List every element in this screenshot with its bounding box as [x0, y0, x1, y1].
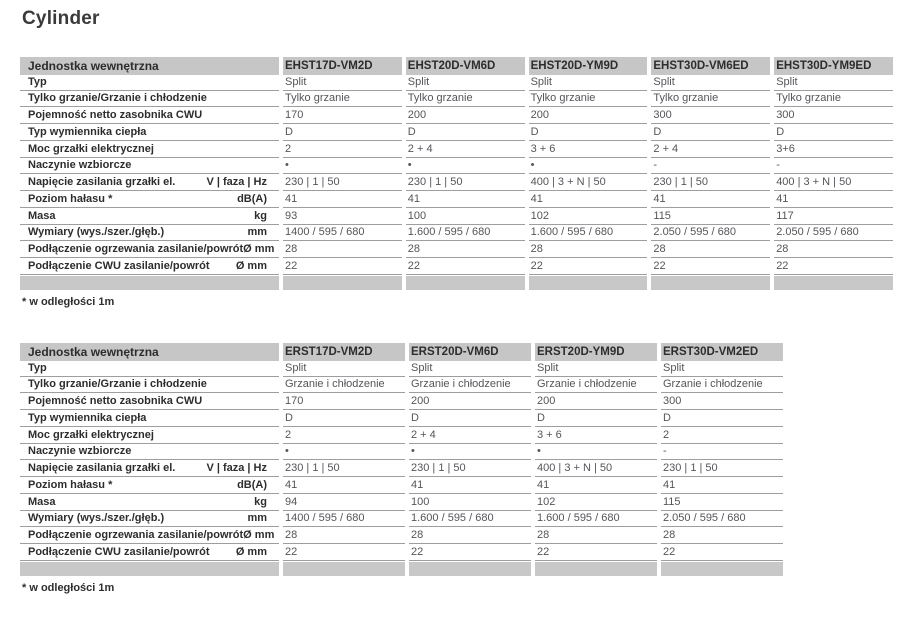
cell-value: 170	[283, 393, 405, 410]
row-unit: Ø mm	[235, 259, 267, 272]
table-footer-bar	[20, 562, 279, 576]
row-label: Poziom hałasu *	[28, 192, 113, 205]
row-label: Typ wymiennika ciepła	[28, 411, 147, 424]
row-label-cell	[20, 208, 279, 225]
row-label-cell	[20, 174, 279, 191]
table-footer-bar	[661, 562, 783, 576]
cell-value: 1400 / 595 / 680	[283, 225, 402, 242]
cell-value: 117	[774, 208, 893, 225]
cell-value: 200	[529, 107, 648, 124]
cell-value: 28	[774, 241, 893, 258]
cell-value: Grzanie i chłodzenie	[535, 377, 657, 394]
row-label: Wymiary (wys./szer./głęb.)	[28, 226, 165, 239]
row-label: Moc grzałki elektrycznej	[28, 142, 154, 155]
row-label: Podłączenie CWU zasilanie/powrót	[28, 259, 210, 272]
row-unit: kg	[254, 209, 267, 222]
cell-value: •	[529, 158, 648, 175]
cell-value: Tylko grzanie	[406, 91, 525, 108]
cell-value: 2	[661, 427, 783, 444]
cell-value: 2.050 / 595 / 680	[661, 511, 783, 528]
row-label: Poziom hałasu *	[28, 478, 113, 491]
row-label: Tylko grzanie/Grzanie i chłodzenie	[28, 378, 207, 391]
cell-value: 200	[409, 393, 531, 410]
cell-value: 28	[651, 241, 770, 258]
cell-value: Grzanie i chłodzenie	[283, 377, 405, 394]
cell-value: Split	[661, 360, 783, 377]
cell-value: -	[774, 158, 893, 175]
cell-value: Split	[651, 74, 770, 91]
cell-value: 41	[535, 477, 657, 494]
cell-value: 2	[283, 427, 405, 444]
cell-value: 22	[651, 258, 770, 275]
cell-value: Tylko grzanie	[283, 91, 402, 108]
cell-value: Split	[283, 74, 402, 91]
cell-value: 170	[283, 107, 402, 124]
table-footer-bar	[283, 562, 405, 576]
row-label: Naczynie wzbiorcze	[28, 159, 132, 172]
cell-value: 2 + 4	[406, 141, 525, 158]
cell-value: D	[661, 410, 783, 427]
cell-value: D	[406, 124, 525, 141]
cell-value: -	[651, 158, 770, 175]
row-label-cell	[20, 107, 279, 124]
cell-value: 100	[406, 208, 525, 225]
cell-value: •	[535, 444, 657, 461]
cell-value: 41	[529, 191, 648, 208]
cell-value: 2 + 4	[651, 141, 770, 158]
row-label: Podłączenie ogrzewania zasilanie/powrót	[28, 243, 244, 256]
cell-value: 230 | 1 | 50	[283, 460, 405, 477]
cell-value: 3+6	[774, 141, 893, 158]
model-header: EHST17D-VM2D	[283, 57, 402, 75]
cell-value: 102	[529, 208, 648, 225]
cell-value: 400 | 3 + N | 50	[529, 174, 648, 191]
cell-value: 300	[651, 107, 770, 124]
row-label-cell	[20, 511, 279, 528]
cell-value: •	[406, 158, 525, 175]
cell-value: 28	[409, 527, 531, 544]
cell-value: 28	[283, 241, 402, 258]
row-label: Napięcie zasilania grzałki el.	[28, 176, 176, 189]
cell-value: Split	[409, 360, 531, 377]
row-label-cell	[20, 544, 279, 561]
row-label-cell	[20, 477, 279, 494]
row-label-cell	[20, 494, 279, 511]
cell-value: 230 | 1 | 50	[409, 460, 531, 477]
cell-value: D	[529, 124, 648, 141]
row-label: Typ wymiennika ciepła	[28, 125, 147, 138]
cell-value: 93	[283, 208, 402, 225]
row-unit: mm	[247, 512, 267, 525]
cell-value: 41	[661, 477, 783, 494]
row-label-cell	[20, 225, 279, 242]
cell-value: 300	[661, 393, 783, 410]
cell-value: 28	[406, 241, 525, 258]
cell-value: 100	[409, 494, 531, 511]
cell-value: 41	[774, 191, 893, 208]
table-header-label: Jednostka wewnętrzna	[20, 343, 279, 361]
cell-value: 28	[283, 527, 405, 544]
cell-value: D	[774, 124, 893, 141]
cell-value: 1.600 / 595 / 680	[409, 511, 531, 528]
row-label-cell	[20, 258, 279, 275]
row-unit: dB(A)	[237, 478, 267, 491]
row-label: Wymiary (wys./szer./głęb.)	[28, 512, 165, 525]
cell-value: 22	[774, 258, 893, 275]
row-label-cell	[20, 393, 279, 410]
row-label-cell	[20, 377, 279, 394]
row-unit: Ø mm	[235, 545, 267, 558]
row-label-cell	[20, 410, 279, 427]
row-label-cell	[20, 141, 279, 158]
cell-value: 22	[529, 258, 648, 275]
row-label-cell	[20, 460, 279, 477]
table-header-label: Jednostka wewnętrzna	[20, 57, 279, 75]
row-label: Moc grzałki elektrycznej	[28, 428, 154, 441]
footnote-table-2: * w odległości 1m	[22, 582, 115, 594]
footnote-table-1: * w odległości 1m	[22, 296, 115, 308]
model-header: ERST17D-VM2D	[283, 343, 405, 361]
model-header: ERST30D-VM2ED	[661, 343, 783, 361]
table-footer-bar	[283, 276, 402, 290]
row-unit: dB(A)	[237, 192, 267, 205]
row-label-cell	[20, 158, 279, 175]
cell-value: D	[409, 410, 531, 427]
cell-value: 28	[661, 527, 783, 544]
cell-value: 22	[406, 258, 525, 275]
cell-value: 22	[535, 544, 657, 561]
cell-value: 115	[661, 494, 783, 511]
row-label-cell	[20, 124, 279, 141]
row-unit: Ø mm	[243, 529, 275, 542]
cell-value: 400 | 3 + N | 50	[774, 174, 893, 191]
table-footer-bar	[774, 276, 893, 290]
cell-value: Tylko grzanie	[651, 91, 770, 108]
cell-value: 2.050 / 595 / 680	[774, 225, 893, 242]
row-label: Tylko grzanie/Grzanie i chłodzenie	[28, 92, 207, 105]
cell-value: 2	[283, 141, 402, 158]
cell-value: D	[283, 410, 405, 427]
table-footer-bar	[529, 276, 648, 290]
row-label-cell	[20, 241, 279, 258]
cell-value: 2.050 / 595 / 680	[651, 225, 770, 242]
cell-value: D	[651, 124, 770, 141]
cell-value: 3 + 6	[535, 427, 657, 444]
row-unit: mm	[247, 226, 267, 239]
row-label: Podłączenie ogrzewania zasilanie/powrót	[28, 529, 244, 542]
cell-value: 22	[661, 544, 783, 561]
row-unit: Ø mm	[243, 243, 275, 256]
cell-value: Tylko grzanie	[529, 91, 648, 108]
cell-value: Split	[283, 360, 405, 377]
cell-value: Split	[406, 74, 525, 91]
row-unit: kg	[254, 495, 267, 508]
row-unit: V | faza | Hz	[206, 462, 267, 475]
row-label: Podłączenie CWU zasilanie/powrót	[28, 545, 210, 558]
cell-value: 230 | 1 | 50	[406, 174, 525, 191]
cell-value: Split	[774, 74, 893, 91]
cell-value: 1.600 / 595 / 680	[529, 225, 648, 242]
model-header: EHST30D-YM9ED	[774, 57, 893, 75]
model-header: EHST30D-VM6ED	[651, 57, 770, 75]
cell-value: 22	[409, 544, 531, 561]
table-footer-bar	[20, 276, 279, 290]
cell-value: 28	[529, 241, 648, 258]
cell-value: 41	[283, 191, 402, 208]
model-header: ERST20D-VM6D	[409, 343, 531, 361]
cell-value: D	[283, 124, 402, 141]
cell-value: •	[409, 444, 531, 461]
cell-value: 41	[406, 191, 525, 208]
model-header: EHST20D-YM9D	[529, 57, 648, 75]
table-footer-bar	[406, 276, 525, 290]
cell-value: 230 | 1 | 50	[283, 174, 402, 191]
spec-table-erst	[20, 343, 783, 578]
cell-value: 41	[409, 477, 531, 494]
cell-value: Split	[535, 360, 657, 377]
cell-value: 1.600 / 595 / 680	[535, 511, 657, 528]
cell-value: 22	[283, 258, 402, 275]
model-header: EHST20D-VM6D	[406, 57, 525, 75]
table-footer-bar	[535, 562, 657, 576]
row-label-cell	[20, 444, 279, 461]
cell-value: 22	[283, 544, 405, 561]
row-label: Pojemność netto zasobnika CWU	[28, 395, 203, 408]
row-label: Napięcie zasilania grzałki el.	[28, 462, 176, 475]
cell-value: Split	[529, 74, 648, 91]
table-footer-bar	[409, 562, 531, 576]
cell-value: 41	[651, 191, 770, 208]
cell-value: 3 + 6	[529, 141, 648, 158]
cell-value: 200	[406, 107, 525, 124]
row-label-cell	[20, 74, 279, 91]
cell-value: 400 | 3 + N | 50	[535, 460, 657, 477]
cell-value: 115	[651, 208, 770, 225]
row-label: Masa	[28, 495, 56, 508]
cell-value: 230 | 1 | 50	[661, 460, 783, 477]
cell-value: 94	[283, 494, 405, 511]
cell-value: 300	[774, 107, 893, 124]
cell-value: 28	[535, 527, 657, 544]
row-label-cell	[20, 91, 279, 108]
cell-value: •	[283, 444, 405, 461]
cell-value: •	[283, 158, 402, 175]
cell-value: 1.600 / 595 / 680	[406, 225, 525, 242]
row-label-cell	[20, 191, 279, 208]
row-label-cell	[20, 360, 279, 377]
model-header: ERST20D-YM9D	[535, 343, 657, 361]
cell-value: -	[661, 444, 783, 461]
cell-value: Grzanie i chłodzenie	[661, 377, 783, 394]
page-title: Cylinder	[22, 8, 100, 29]
row-label: Typ	[28, 75, 47, 88]
cell-value: 2 + 4	[409, 427, 531, 444]
row-label-cell	[20, 427, 279, 444]
cell-value: Grzanie i chłodzenie	[409, 377, 531, 394]
cell-value: 230 | 1 | 50	[651, 174, 770, 191]
cell-value: Tylko grzanie	[774, 91, 893, 108]
cell-value: 41	[283, 477, 405, 494]
row-label: Naczynie wzbiorcze	[28, 445, 132, 458]
row-label: Typ	[28, 361, 47, 374]
cell-value: 1400 / 595 / 680	[283, 511, 405, 528]
row-label-cell	[20, 527, 279, 544]
cell-value: 102	[535, 494, 657, 511]
table-footer-bar	[651, 276, 770, 290]
spec-table-ehst	[20, 57, 893, 292]
row-label: Masa	[28, 209, 56, 222]
row-label: Pojemność netto zasobnika CWU	[28, 109, 203, 122]
cell-value: D	[535, 410, 657, 427]
cell-value: 200	[535, 393, 657, 410]
row-unit: V | faza | Hz	[206, 176, 267, 189]
